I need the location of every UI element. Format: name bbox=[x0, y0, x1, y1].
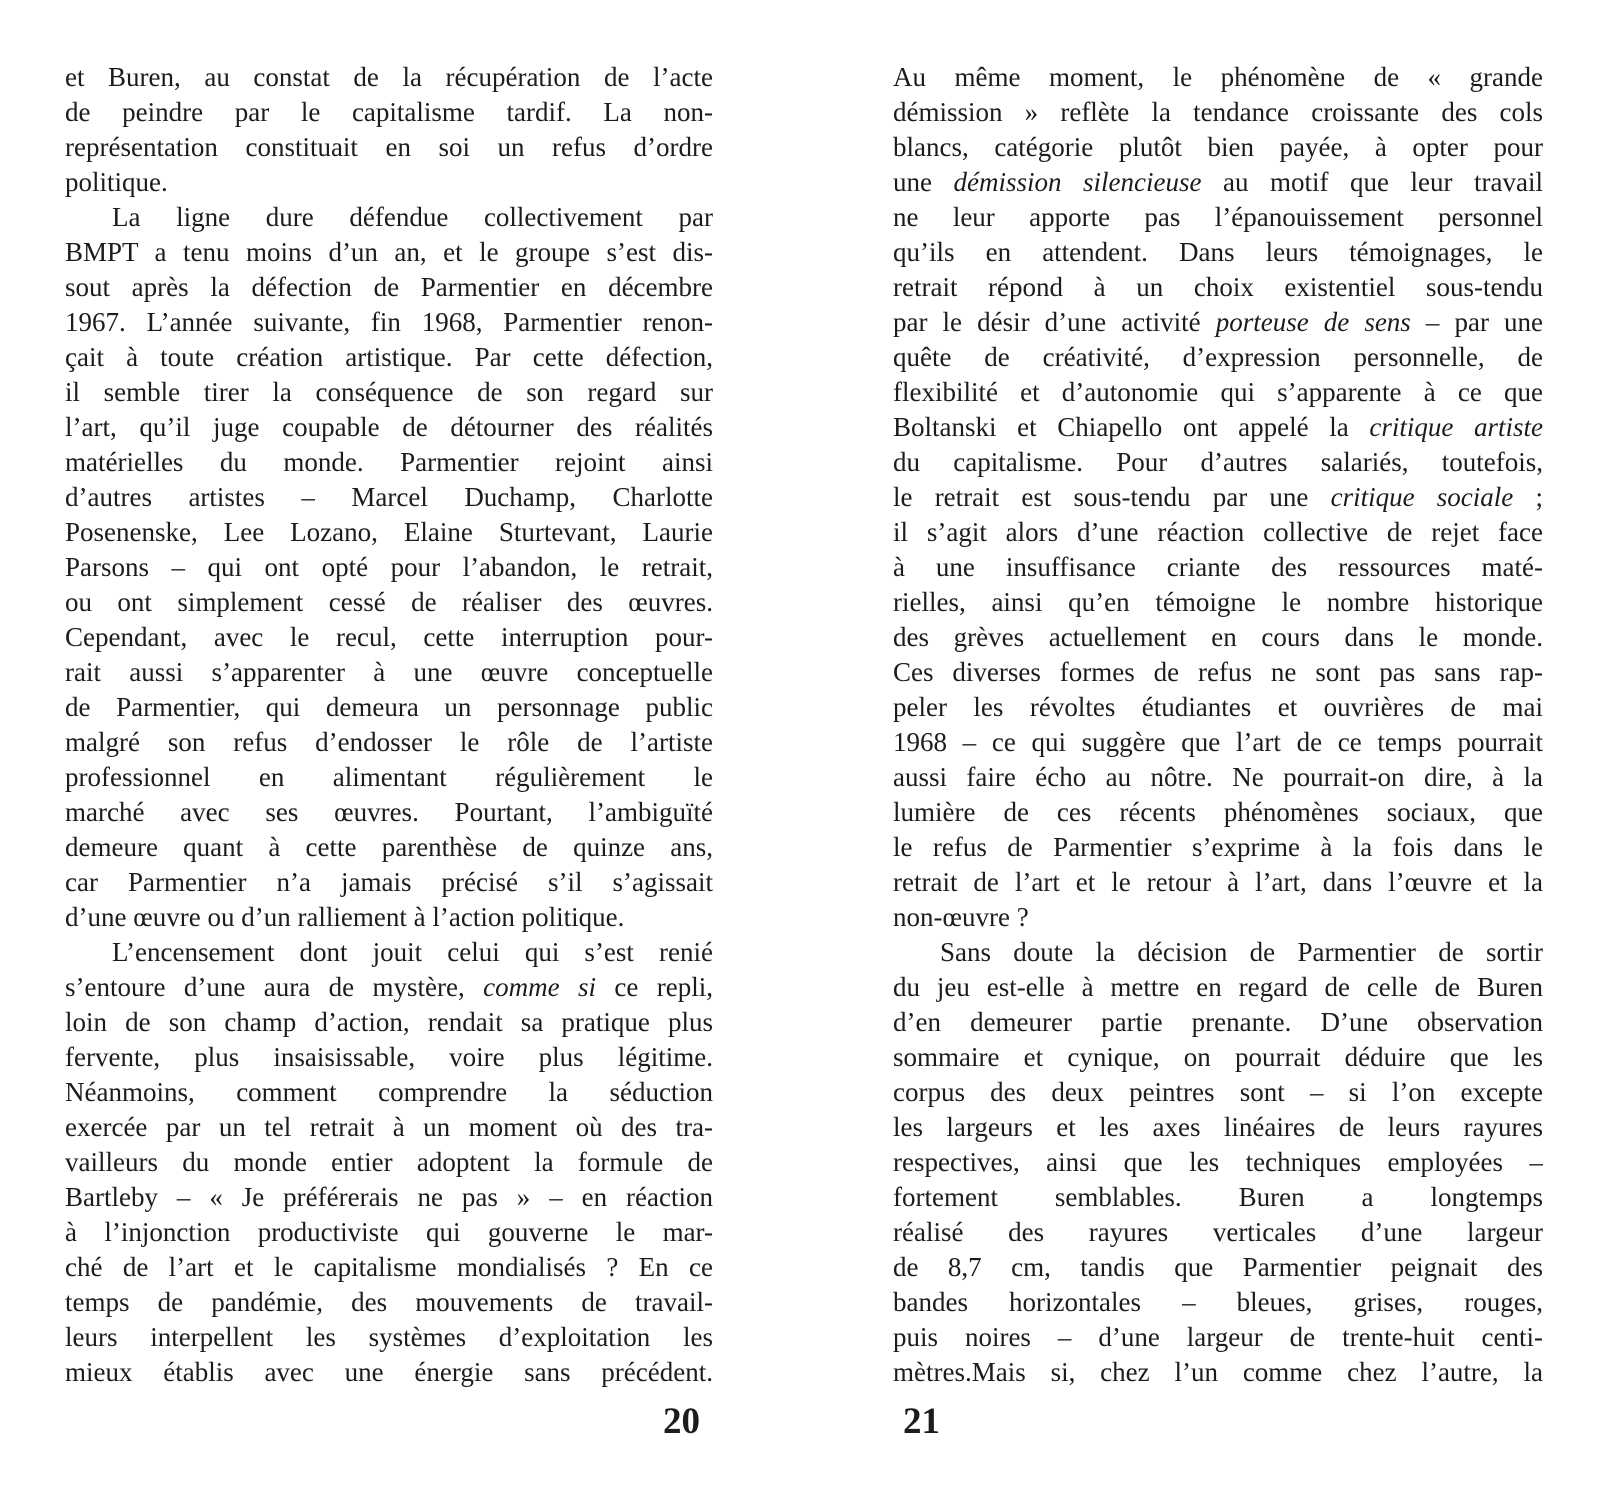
text-line bbox=[893, 620, 1543, 655]
text-line bbox=[893, 165, 1543, 200]
text-line bbox=[65, 1355, 713, 1390]
text-run: Boltanski et Chiapello ont appelé la bbox=[893, 412, 1370, 442]
text-line bbox=[65, 760, 713, 795]
text-line bbox=[65, 1215, 713, 1250]
text-line bbox=[65, 1285, 713, 1320]
text-line bbox=[893, 270, 1543, 305]
text-line bbox=[893, 130, 1543, 165]
text-line bbox=[65, 270, 713, 305]
text-run: blancs, catégorie plutôt bien payée, à opter pour bbox=[893, 132, 1543, 162]
text-run: çait à toute création artistique. Par cette défection, bbox=[65, 342, 713, 372]
text-line bbox=[65, 95, 713, 130]
text-run: politique. bbox=[65, 167, 168, 197]
text-run: au motif que leur travail bbox=[1201, 167, 1543, 197]
page-21 bbox=[893, 60, 1543, 1441]
text-line bbox=[65, 1040, 713, 1075]
text-line bbox=[65, 795, 713, 830]
text-run: Sans doute la décision de Parmentier de sortir bbox=[940, 937, 1543, 967]
text-line bbox=[893, 235, 1543, 270]
text-run: il s’agit alors d’une réaction collective de rejet face bbox=[893, 517, 1543, 547]
italic-text-run: démission silencieuse bbox=[953, 167, 1202, 197]
text-line bbox=[893, 375, 1543, 410]
text-line bbox=[65, 410, 713, 445]
text-run: les largeurs et les axes linéaires de leurs rayures bbox=[893, 1112, 1543, 1142]
text-run: rielles, ainsi qu’en témoigne le nombre historique bbox=[893, 587, 1543, 617]
text-line bbox=[65, 900, 713, 935]
text-run: matérielles du monde. Parmentier rejoint ainsi bbox=[65, 447, 713, 477]
text-run: – par une bbox=[1410, 307, 1543, 337]
page-21-text-column bbox=[893, 60, 1543, 1390]
text-run: vailleurs du monde entier adoptent la formule de bbox=[65, 1147, 713, 1177]
text-line bbox=[65, 165, 713, 200]
text-line bbox=[893, 795, 1543, 830]
text-line bbox=[893, 1005, 1543, 1040]
text-run: de Parmentier, qui demeura un personnage public bbox=[65, 692, 713, 722]
text-run: peler les révoltes étudiantes et ouvrières de mai bbox=[893, 692, 1543, 722]
text-run: 1967. L’année suivante, fin 1968, Parmentier renon- bbox=[65, 307, 713, 337]
text-run: ché de l’art et le capitalisme mondialisés ? En ce bbox=[65, 1252, 713, 1282]
text-run: exercée par un tel retrait à un moment où des tra- bbox=[65, 1112, 713, 1142]
text-run: de peindre par le capitalisme tardif. La non- bbox=[65, 97, 713, 127]
text-line bbox=[893, 935, 1543, 970]
text-run: s’entoure d’une aura de mystère, bbox=[65, 972, 484, 1002]
text-run: car Parmentier n’a jamais précisé s’il s’agissait bbox=[65, 867, 713, 897]
text-run: ne leur apporte pas l’épanouissement personnel bbox=[893, 202, 1543, 232]
text-line bbox=[893, 515, 1543, 550]
text-run: à une insuffisance criante des ressources maté- bbox=[893, 552, 1543, 582]
text-run: quête de créativité, d’expression personnelle, de bbox=[893, 342, 1543, 372]
text-line bbox=[65, 1075, 713, 1110]
text-run: le retrait est sous-tendu par une bbox=[893, 482, 1331, 512]
text-line bbox=[65, 130, 713, 165]
text-run: le refus de Parmentier s’exprime à la fois dans le bbox=[893, 832, 1543, 862]
text-line bbox=[893, 970, 1543, 1005]
text-run: représentation constituait en soi un refus d’ordre bbox=[65, 132, 713, 162]
text-line bbox=[65, 1110, 713, 1145]
text-line bbox=[65, 60, 713, 95]
text-line bbox=[893, 1320, 1543, 1355]
text-run: puis noires – d’une largeur de trente-huit centi- bbox=[893, 1322, 1543, 1352]
text-run: du capitalisme. Pour d’autres salariés, toutefois, bbox=[893, 447, 1543, 477]
text-line bbox=[65, 655, 713, 690]
text-run: retrait de l’art et le retour à l’art, dans l’œuvre et la bbox=[893, 867, 1543, 897]
text-line bbox=[893, 1285, 1543, 1320]
text-line bbox=[65, 550, 713, 585]
page-20-number: 20 bbox=[663, 1401, 700, 1442]
text-run: retrait répond à un choix existentiel sous-tendu bbox=[893, 272, 1543, 302]
text-run: des grèves actuellement en cours dans le monde. bbox=[893, 622, 1543, 652]
text-line bbox=[65, 340, 713, 375]
text-line bbox=[65, 445, 713, 480]
text-run: rait aussi s’apparenter à une œuvre conceptuelle bbox=[65, 657, 713, 687]
text-run: qu’ils en attendent. Dans leurs témoignages, le bbox=[893, 237, 1543, 267]
text-line bbox=[893, 830, 1543, 865]
text-run: leurs interpellent les systèmes d’exploitation les bbox=[65, 1322, 713, 1352]
text-run: Au même moment, le phénomène de « grande bbox=[893, 62, 1543, 92]
text-run: malgré son refus d’endosser le rôle de l’artiste bbox=[65, 727, 713, 757]
text-run: Posenenske, Lee Lozano, Elaine Sturtevant, Laurie bbox=[65, 517, 713, 547]
text-run: temps de pandémie, des mouvements de travail- bbox=[65, 1287, 713, 1317]
text-run: l’art, qu’il juge coupable de détourner des réalités bbox=[65, 412, 713, 442]
text-run: et Buren, au constat de la récupération de l’acte bbox=[65, 62, 713, 92]
text-line bbox=[893, 585, 1543, 620]
text-line bbox=[893, 760, 1543, 795]
text-line bbox=[65, 1005, 713, 1040]
text-line bbox=[65, 1145, 713, 1180]
text-run: démission » reflète la tendance croissante des cols bbox=[893, 97, 1543, 127]
text-run: sommaire et cynique, on pourrait déduire que les bbox=[893, 1042, 1543, 1072]
text-line bbox=[65, 515, 713, 550]
text-line bbox=[893, 1075, 1543, 1110]
text-run: ou ont simplement cessé de réaliser des œuvres. bbox=[65, 587, 713, 617]
text-run: corpus des deux peintres sont – si l’on excepte bbox=[893, 1077, 1543, 1107]
text-run: non-œuvre ? bbox=[893, 902, 1029, 932]
page-20 bbox=[65, 60, 713, 1441]
text-run: d’en demeurer partie prenante. D’une observation bbox=[893, 1007, 1543, 1037]
text-line bbox=[893, 340, 1543, 375]
text-line bbox=[893, 1250, 1543, 1285]
text-run: mieux établis avec une énergie sans précédent. bbox=[65, 1357, 713, 1387]
text-line bbox=[893, 1040, 1543, 1075]
text-run: professionnel en alimentant régulièrement le bbox=[65, 762, 713, 792]
text-line bbox=[65, 480, 713, 515]
text-run: du jeu est-elle à mettre en regard de celle de Buren bbox=[893, 972, 1543, 1002]
text-line bbox=[65, 970, 713, 1005]
text-run: réalisé des rayures verticales d’une largeur bbox=[893, 1217, 1543, 1247]
text-run: L’encensement dont jouit celui qui s’est renié bbox=[112, 937, 713, 967]
text-line bbox=[893, 60, 1543, 95]
text-run: bandes horizontales – bleues, grises, rouges, bbox=[893, 1287, 1543, 1317]
text-line bbox=[65, 1250, 713, 1285]
text-run: fortement semblables. Buren a longtemps bbox=[893, 1182, 1543, 1212]
text-run: marché avec ses œuvres. Pourtant, l’ambiguïté bbox=[65, 797, 713, 827]
italic-text-run: comme si bbox=[483, 972, 596, 1002]
text-line bbox=[65, 585, 713, 620]
text-run: 1968 – ce qui suggère que l’art de ce temps pourrait bbox=[893, 727, 1543, 757]
text-line bbox=[65, 690, 713, 725]
text-run: BMPT a tenu moins d’un an, et le groupe s’est dis- bbox=[65, 237, 713, 267]
text-line bbox=[893, 1215, 1543, 1250]
text-run: demeure quant à cette parenthèse de quinze ans, bbox=[65, 832, 713, 862]
text-line bbox=[893, 1355, 1543, 1390]
text-line bbox=[893, 655, 1543, 690]
text-line bbox=[65, 725, 713, 760]
text-run: ce repli, bbox=[595, 972, 713, 1002]
text-line bbox=[893, 1110, 1543, 1145]
italic-text-run: critique artiste bbox=[1369, 412, 1543, 442]
text-line bbox=[65, 935, 713, 970]
text-run: Cependant, avec le recul, cette interruption pour- bbox=[65, 622, 713, 652]
text-line bbox=[893, 725, 1543, 760]
text-line bbox=[65, 235, 713, 270]
text-run: lumière de ces récents phénomènes sociaux, que bbox=[893, 797, 1543, 827]
text-line bbox=[893, 410, 1543, 445]
text-line bbox=[893, 900, 1543, 935]
page-21-number: 21 bbox=[903, 1401, 940, 1442]
text-run: respectives, ainsi que les techniques employées – bbox=[893, 1147, 1543, 1177]
text-run: Ces diverses formes de refus ne sont pas sans rap- bbox=[893, 657, 1543, 687]
text-run: à l’injonction productiviste qui gouverne le mar- bbox=[65, 1217, 713, 1247]
text-run: d’autres artistes – Marcel Duchamp, Charlotte bbox=[65, 482, 713, 512]
text-line bbox=[893, 480, 1543, 515]
text-run: flexibilité et d’autonomie qui s’apparente à ce que bbox=[893, 377, 1543, 407]
text-run: sout après la défection de Parmentier en décembre bbox=[65, 272, 713, 302]
text-run: aussi faire écho au nôtre. Ne pourrait-on dire, à la bbox=[893, 762, 1543, 792]
text-run: Bartleby – « Je préférerais ne pas » – en réaction bbox=[65, 1182, 713, 1212]
text-line bbox=[893, 305, 1543, 340]
text-run: La ligne dure défendue collectivement par bbox=[112, 202, 713, 232]
text-line bbox=[65, 1180, 713, 1215]
text-line bbox=[893, 200, 1543, 235]
text-run: de 8,7 cm, tandis que Parmentier peignait des bbox=[893, 1252, 1543, 1282]
text-line bbox=[893, 550, 1543, 585]
text-line bbox=[65, 375, 713, 410]
text-run: une bbox=[893, 167, 954, 197]
text-run: Néanmoins, comment comprendre la séduction bbox=[65, 1077, 713, 1107]
text-run: mètres.Mais si, chez l’un comme chez l’autre, la bbox=[893, 1357, 1543, 1387]
italic-text-run: porteuse de sens bbox=[1215, 307, 1411, 337]
text-line bbox=[65, 865, 713, 900]
text-run: ; bbox=[1513, 482, 1543, 512]
italic-text-run: critique sociale bbox=[1330, 482, 1514, 512]
text-line bbox=[893, 445, 1543, 480]
text-run: loin de son champ d’action, rendait sa pratique plus bbox=[65, 1007, 713, 1037]
text-run: fervente, plus insaisissable, voire plus légitime. bbox=[65, 1042, 713, 1072]
text-line bbox=[893, 690, 1543, 725]
text-line bbox=[65, 200, 713, 235]
text-run: il semble tirer la conséquence de son regard sur bbox=[65, 377, 713, 407]
text-run: d’une œuvre ou d’un ralliement à l’action politique. bbox=[65, 902, 625, 932]
text-line bbox=[893, 1145, 1543, 1180]
text-run: par le désir d’une activité bbox=[893, 307, 1216, 337]
text-line bbox=[65, 830, 713, 865]
text-line bbox=[893, 95, 1543, 130]
text-line bbox=[893, 865, 1543, 900]
text-line bbox=[65, 1320, 713, 1355]
text-line bbox=[893, 1180, 1543, 1215]
text-run: Parsons – qui ont opté pour l’abandon, le retrait, bbox=[65, 552, 713, 582]
text-line bbox=[65, 620, 713, 655]
text-line bbox=[65, 305, 713, 340]
page-20-text-column bbox=[65, 60, 713, 1390]
